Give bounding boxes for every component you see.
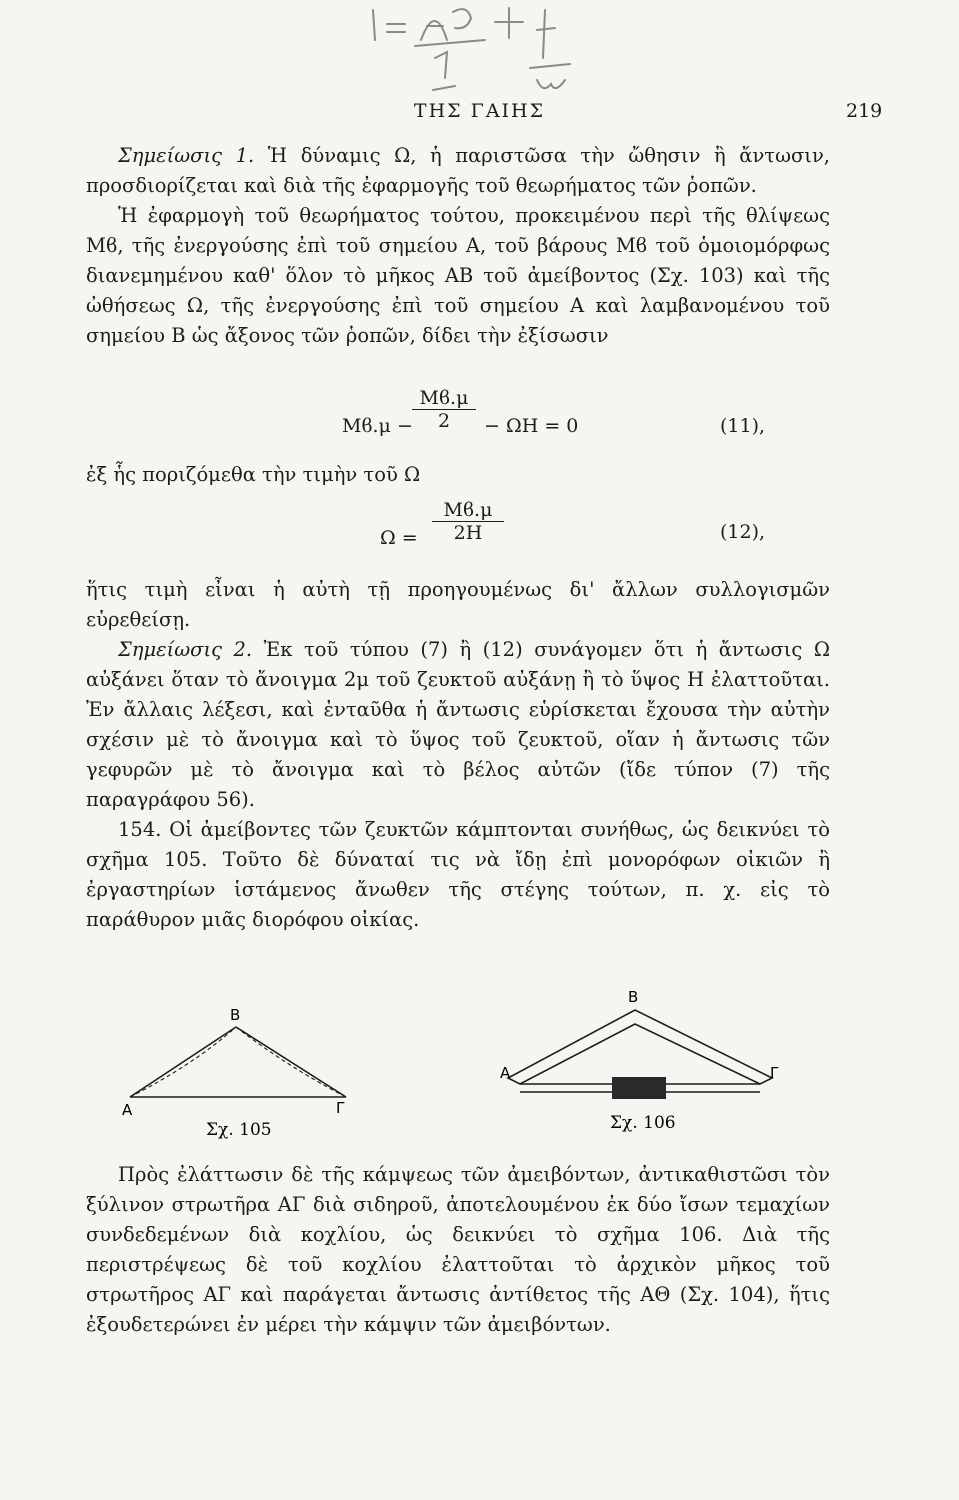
fig105-truss — [130, 1027, 346, 1097]
note-2-text: Ἐκ τοῦ τύπου (7) ἢ (12) συνάγομεν ὅτι ἡ ἄντωσις Ω αὐξάνει ὅταν τὸ ἄνοιγμα 2μ τοῦ ζευκτοῦ αὐξάνῃ ἢ τὸ ὕψος Η ἐλαττοῦται. Ἐν ἄλλαις λέξεσι, καὶ ἐνταῦθα ἡ ἄντωσις εὑρίσκεται ἔχουσα τὴν αὐτὴν σχέσιν μὲ τὸ ἄνοιγμα καὶ τὸ ὕψος τοῦ ζευκτοῦ, οἵαν ἡ ἄντωσις τῶν γεφυρῶν μὲ τὸ ἄνοιγμα καὶ τὸ βέλος αὐτῶν (ἴδε τύπον (7) τῆς παραγράφου 56). — [86, 638, 830, 811]
fig106-turnbuckle — [612, 1077, 666, 1099]
eq12-fraction — [432, 499, 504, 544]
equation-11 — [0, 385, 959, 445]
text-block-1 — [86, 141, 830, 351]
figure-105 — [118, 1005, 363, 1145]
fig105-label-a: Α — [122, 1101, 133, 1119]
line-between-equations: ἐξ ἧς ποριζόμεθα τὴν τιμὴν τοῦ Ω — [86, 463, 421, 486]
fig106-label-b: Β — [628, 988, 639, 1006]
eq11-number: (11), — [720, 415, 766, 437]
paragraph-note-2 — [86, 635, 830, 815]
paragraph-result: ἥτις τιμὴ εἶναι ἡ αὐτὴ τῇ προηγουμένως δι' ἄλλων συλλογισμῶν εὑρεθείσῃ. — [86, 578, 830, 631]
eq11-right: − ΩΗ = 0 — [484, 415, 579, 437]
equation-12 — [0, 497, 959, 557]
page-number: 219 — [846, 100, 883, 122]
handwritten-annotation — [355, 0, 595, 110]
eq12-number: (12), — [720, 521, 766, 543]
fig105-caption: Σχ. 105 — [206, 1120, 272, 1140]
note-1-text: Ἡ δύναμις Ω, ἡ παριστῶσα τὴν ὤθησιν ἢ ἄντωσιν, προσδιορίζεται καὶ διὰ τῆς ἐφαρμογῆς τοῦ θεωρήματος τῶν ῥοπῶν. — [86, 144, 830, 197]
fig105-label-g: Γ — [336, 1099, 345, 1117]
note-2-label: Σημείωσις 2. — [118, 638, 253, 661]
paragraph-theorem: Ἡ ἐφαρμογὴ τοῦ θεωρήματος τούτου, προκειμένου περὶ τῆς θλίψεως Μϐ, τῆς ἐνεργούσης ἐπὶ τοῦ σημείου Α, τοῦ βάρους Μϐ τοῦ ὁμοιομόρφως διανεμημένου καθ' ὅλον τὸ μῆκος ΑΒ τοῦ ἀμείβοντος (Σχ. 103) καὶ τῆς ὠθήσεως Ω, τῆς ἐνεργούσης ἐπὶ τοῦ σημείου Α καὶ λαμβανομένου τοῦ σημείου Β ὡς ἄξονος τῶν ῥοπῶν, δίδει τὴν ἐξίσωσιν — [86, 204, 830, 347]
eq12-denominator: 2Η — [453, 522, 483, 544]
text-block-3 — [86, 1160, 830, 1340]
note-1-label: Σημείωσις 1. — [118, 144, 255, 167]
eq11-numerator: Μϐ.μ — [412, 387, 476, 410]
running-title: ΤΗΣ ΓΑΙΗΣ — [413, 100, 546, 122]
paragraph-154: 154. Οἱ ἀμείβοντες τῶν ζευκτῶν κάμπτονται συνήθως, ὡς δεικνύει τὸ σχῆμα 105. Τοῦτο δὲ δύναταί τις νὰ ἴδῃ ἐπὶ μονορόφων οἰκιῶν ἢ ἐργαστηρίων ἱστάμενος ἄνωθεν τῆς στέγης τούτων, π. χ. εἰς τὸ παράθυρον μιᾶς διορόφου οἰκίας. — [86, 818, 830, 931]
fig106-caption: Σχ. 106 — [610, 1113, 676, 1133]
fig106-label-g: Γ — [770, 1064, 779, 1082]
eq11-left: Μϐ.μ − — [342, 415, 413, 437]
paragraph-reduction: Πρὸς ἐλάττωσιν δὲ τῆς κάμψεως τῶν ἀμειβόντων, ἀντικαθιστῶσι τὸν ξύλινον στρωτῆρα ΑΓ διὰ σιδηροῦ, ἀποτελουμένου ἐκ δύο ἴσων τεμαχίων συνδεδεμένων διὰ κοχλίου, ὡς δεικνύει τὸ σχῆμα 106. Διὰ τῆς περιστρέψεως δὲ τοῦ κοχλίου ἐλαττοῦται τὸ ἀρχικὸν μῆκος τοῦ στρωτῆρος ΑΓ καὶ παράγεται ἄντωσις ἀντίθετος τῆς ΑΘ (Σχ. 104), ἥτις ἐξουδετερώνει ἐν μέρει τὴν κάμψιν τῶν ἀμειβόντων. — [86, 1163, 830, 1336]
text-block-2 — [86, 575, 830, 935]
fig106-label-a: Α — [500, 1064, 511, 1082]
figure-106 — [490, 980, 790, 1140]
eq12-numerator: Μϐ.μ — [432, 499, 504, 522]
paragraph-note-1 — [86, 141, 830, 201]
eq11-fraction — [412, 387, 476, 432]
eq11-denominator: 2 — [437, 410, 451, 432]
eq12-left: Ω = — [380, 527, 418, 549]
fig105-label-b: Β — [230, 1006, 241, 1024]
